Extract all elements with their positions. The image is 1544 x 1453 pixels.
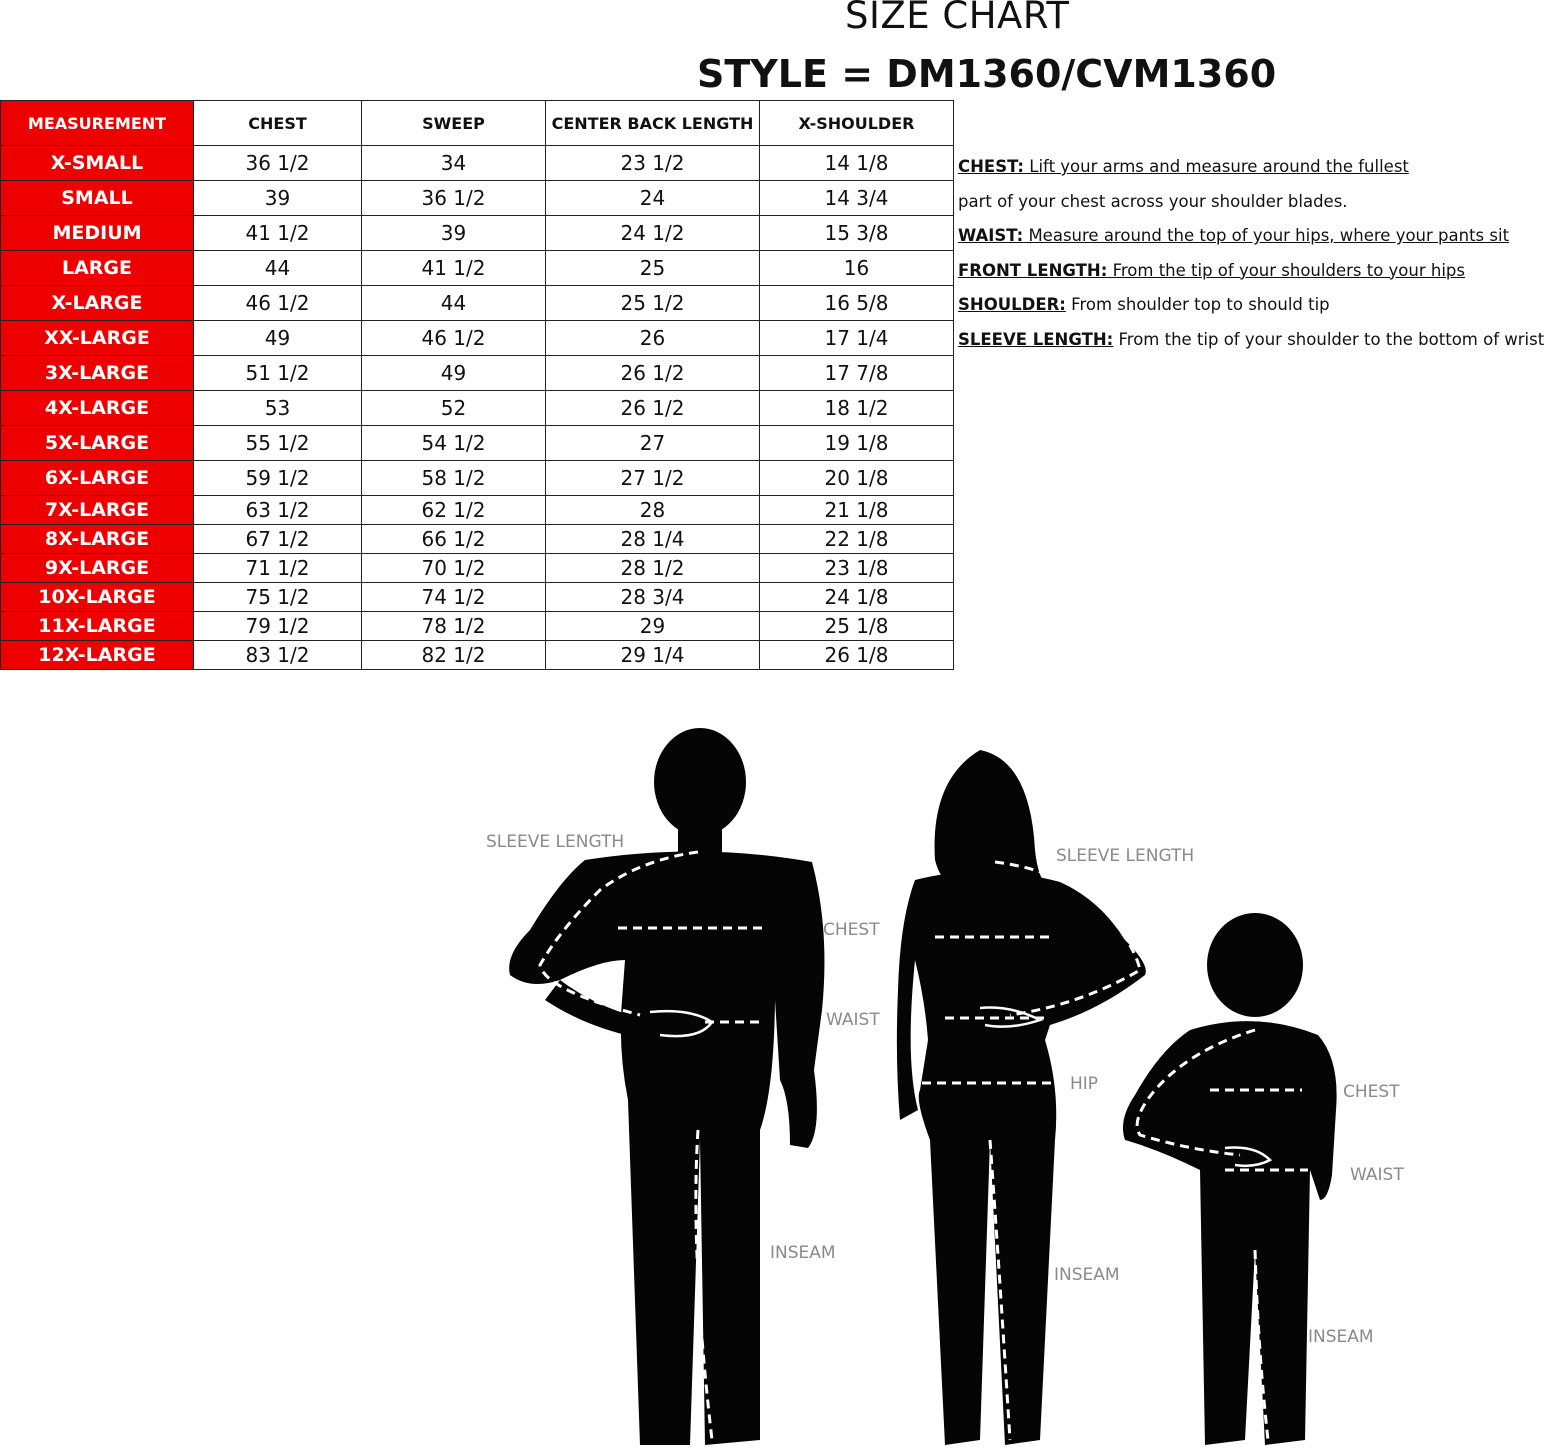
table-cell: 52 bbox=[362, 391, 546, 426]
table-cell: 26 1/2 bbox=[546, 391, 760, 426]
column-header: CENTER BACK LENGTH bbox=[546, 101, 760, 146]
table-cell: 39 bbox=[194, 181, 362, 216]
man-chest-label: CHEST bbox=[823, 920, 880, 940]
table-cell: 46 1/2 bbox=[362, 321, 546, 356]
table-cell: 19 1/8 bbox=[760, 426, 954, 461]
table-cell: 78 1/2 bbox=[362, 612, 546, 641]
size-label: LARGE bbox=[1, 251, 194, 286]
table-cell: 53 bbox=[194, 391, 362, 426]
size-label: 10X-LARGE bbox=[1, 583, 194, 612]
table-cell: 17 7/8 bbox=[760, 356, 954, 391]
size-label: 8X-LARGE bbox=[1, 525, 194, 554]
child-inseam-label: INSEAM bbox=[1308, 1327, 1374, 1347]
table-cell: 49 bbox=[362, 356, 546, 391]
table-cell: 41 1/2 bbox=[194, 216, 362, 251]
table-cell: 20 1/8 bbox=[760, 461, 954, 496]
table-row bbox=[1, 612, 954, 641]
table-cell: 66 1/2 bbox=[362, 525, 546, 554]
size-table bbox=[0, 100, 954, 670]
child-chest-label: CHEST bbox=[1343, 1082, 1400, 1102]
size-label: 5X-LARGE bbox=[1, 426, 194, 461]
measurement-notes bbox=[958, 150, 1544, 358]
table-cell: 29 bbox=[546, 612, 760, 641]
note-shoulder: SHOULDER: From shoulder top to should tip bbox=[958, 295, 1330, 315]
table-cell: 28 3/4 bbox=[546, 583, 760, 612]
size-label: 4X-LARGE bbox=[1, 391, 194, 426]
size-label: 3X-LARGE bbox=[1, 356, 194, 391]
table-cell: 26 1/2 bbox=[546, 356, 760, 391]
table-cell: 36 1/2 bbox=[362, 181, 546, 216]
size-label: XX-LARGE bbox=[1, 321, 194, 356]
size-label: SMALL bbox=[1, 181, 194, 216]
table-cell: 27 bbox=[546, 426, 760, 461]
table-row bbox=[1, 426, 954, 461]
table-row bbox=[1, 321, 954, 356]
table-row bbox=[1, 216, 954, 251]
table-cell: 15 3/8 bbox=[760, 216, 954, 251]
size-label: 12X-LARGE bbox=[1, 641, 194, 670]
table-cell: 28 bbox=[546, 496, 760, 525]
table-cell: 24 1/2 bbox=[546, 216, 760, 251]
table-cell: 44 bbox=[362, 286, 546, 321]
table-row bbox=[1, 391, 954, 426]
table-cell: 70 1/2 bbox=[362, 554, 546, 583]
column-header: CHEST bbox=[194, 101, 362, 146]
table-row bbox=[1, 181, 954, 216]
table-cell: 28 1/4 bbox=[546, 525, 760, 554]
table-cell: 14 1/8 bbox=[760, 146, 954, 181]
size-label: X-LARGE bbox=[1, 286, 194, 321]
child-waist-label: WAIST bbox=[1350, 1165, 1404, 1185]
man-sleeve-length-label: SLEEVE LENGTH bbox=[486, 832, 625, 852]
column-header: SWEEP bbox=[362, 101, 546, 146]
table-cell: 16 bbox=[760, 251, 954, 286]
size-label: 11X-LARGE bbox=[1, 612, 194, 641]
table-cell: 79 1/2 bbox=[194, 612, 362, 641]
size-label: 6X-LARGE bbox=[1, 461, 194, 496]
note-chest: CHEST: Lift your arms and measure around the fullest bbox=[958, 157, 1409, 176]
table-row bbox=[1, 641, 954, 670]
woman-hip-label: HIP bbox=[1070, 1074, 1099, 1094]
table-cell: 63 1/2 bbox=[194, 496, 362, 525]
table-cell: 44 bbox=[194, 251, 362, 286]
table-row bbox=[1, 286, 954, 321]
table-cell: 36 1/2 bbox=[194, 146, 362, 181]
size-label: 7X-LARGE bbox=[1, 496, 194, 525]
table-row bbox=[1, 356, 954, 391]
table-cell: 17 1/4 bbox=[760, 321, 954, 356]
table-row bbox=[1, 496, 954, 525]
table-cell: 34 bbox=[362, 146, 546, 181]
table-cell: 24 bbox=[546, 181, 760, 216]
woman-sleeve-length-label: SLEEVE LENGTH bbox=[1056, 846, 1195, 866]
table-cell: 71 1/2 bbox=[194, 554, 362, 583]
table-cell: 83 1/2 bbox=[194, 641, 362, 670]
table-row bbox=[1, 583, 954, 612]
table-cell: 23 1/8 bbox=[760, 554, 954, 583]
table-row bbox=[1, 461, 954, 496]
table-cell: 75 1/2 bbox=[194, 583, 362, 612]
table-cell: 54 1/2 bbox=[362, 426, 546, 461]
child-silhouette bbox=[1123, 913, 1337, 1445]
table-cell: 29 1/4 bbox=[546, 641, 760, 670]
table-cell: 23 1/2 bbox=[546, 146, 760, 181]
page-title: SIZE CHART bbox=[845, 0, 1070, 37]
size-label: MEDIUM bbox=[1, 216, 194, 251]
note-sleeve-length: SLEEVE LENGTH: From the tip of your shoulder to the bottom of wrist bbox=[958, 329, 1544, 349]
man-waist-label: WAIST bbox=[826, 1010, 880, 1030]
table-cell: 41 1/2 bbox=[362, 251, 546, 286]
column-header: X-SHOULDER bbox=[760, 101, 954, 146]
table-cell: 46 1/2 bbox=[194, 286, 362, 321]
table-cell: 74 1/2 bbox=[362, 583, 546, 612]
note-waist: WAIST: Measure around the top of your hips, where your pants sit bbox=[958, 226, 1510, 246]
table-cell: 49 bbox=[194, 321, 362, 356]
table-row bbox=[1, 251, 954, 286]
table-cell: 14 3/4 bbox=[760, 181, 954, 216]
note-chest-cont: part of your chest across your shoulder blades. bbox=[958, 191, 1348, 211]
table-cell: 62 1/2 bbox=[362, 496, 546, 525]
table-cell: 27 1/2 bbox=[546, 461, 760, 496]
note-front-length: FRONT LENGTH: From the tip of your shoulders to your hips bbox=[958, 260, 1465, 280]
table-cell: 25 1/8 bbox=[760, 612, 954, 641]
table-cell: 25 1/2 bbox=[546, 286, 760, 321]
table-cell: 58 1/2 bbox=[362, 461, 546, 496]
table-row bbox=[1, 525, 954, 554]
table-cell: 28 1/2 bbox=[546, 554, 760, 583]
style-code: STYLE = DM1360/CVM1360 bbox=[697, 52, 1277, 96]
man-inseam-label: INSEAM bbox=[770, 1243, 836, 1263]
table-cell: 16 5/8 bbox=[760, 286, 954, 321]
size-label: X-SMALL bbox=[1, 146, 194, 181]
table-cell: 26 bbox=[546, 321, 760, 356]
table-cell: 24 1/8 bbox=[760, 583, 954, 612]
table-cell: 26 1/8 bbox=[760, 641, 954, 670]
table-cell: 55 1/2 bbox=[194, 426, 362, 461]
table-cell: 22 1/8 bbox=[760, 525, 954, 554]
table-row bbox=[1, 554, 954, 583]
table-cell: 18 1/2 bbox=[760, 391, 954, 426]
table-header-row bbox=[1, 101, 954, 146]
table-cell: 59 1/2 bbox=[194, 461, 362, 496]
table-cell: 82 1/2 bbox=[362, 641, 546, 670]
woman-inseam-label: INSEAM bbox=[1054, 1265, 1120, 1285]
column-header: MEASUREMENT bbox=[1, 101, 194, 146]
table-cell: 21 1/8 bbox=[760, 496, 954, 525]
measurement-figure bbox=[0, 700, 1500, 1453]
table-cell: 39 bbox=[362, 216, 546, 251]
table-row bbox=[1, 146, 954, 181]
table-cell: 67 1/2 bbox=[194, 525, 362, 554]
size-label: 9X-LARGE bbox=[1, 554, 194, 583]
table-cell: 25 bbox=[546, 251, 760, 286]
table-cell: 51 1/2 bbox=[194, 356, 362, 391]
